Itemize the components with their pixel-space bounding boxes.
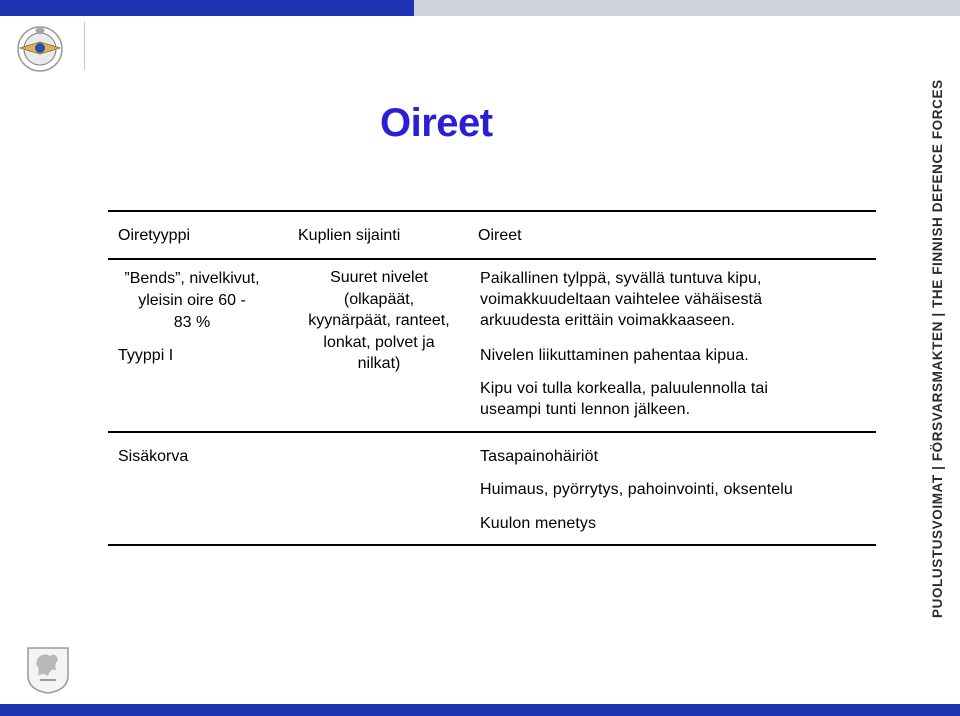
type-line: 83 %	[173, 314, 211, 331]
top-brand-bar	[0, 0, 960, 16]
symptom-line: Kuulon menetys	[480, 515, 597, 532]
symptom-line: voimakkuudeltaan vaihtelee vähäisestä	[480, 291, 763, 308]
symptom-line: arkuudesta erittäin voimakkaaseen.	[480, 312, 736, 329]
column-header-location: Kuplien sijainti	[298, 227, 401, 244]
table-row-bends-type	[112, 268, 272, 334]
slide-title: Oireet	[380, 101, 493, 145]
type-line: ”Bends”, nivelkivut,	[124, 270, 260, 287]
header-separator	[84, 22, 85, 70]
symptom-line: Tasapainohäiriöt	[480, 448, 599, 465]
top-bar-grey	[414, 0, 960, 16]
column-header-type: Oiretyyppi	[118, 227, 191, 244]
type-line: yleisin oire 60 -	[138, 292, 246, 309]
location-line: nilkat)	[357, 355, 401, 372]
table-row-divider	[108, 431, 876, 433]
symptom-line: Nivelen liikuttaminen pahentaa kipua.	[480, 347, 749, 364]
location-line: kyynärpäät, ranteet,	[308, 312, 450, 329]
symptom-paragraph	[480, 268, 762, 331]
location-line: Suuret nivelet	[330, 269, 428, 286]
symptom-line: Huimaus, pyörrytys, pahoinvointi, oksentelu	[480, 481, 793, 498]
symptom-paragraph	[480, 345, 749, 366]
top-bar-blue	[0, 0, 414, 16]
symptom-line: useampi tunti lennon jälkeen.	[480, 401, 691, 418]
defence-forces-side-text: PUOLUSTUSVOIMAT | FÖRSVARSMAKTEN | THE FINNISH DEFENCE FORCES	[930, 79, 945, 618]
column-header-symptoms: Oireet	[478, 227, 522, 244]
table-top-rule	[108, 210, 876, 212]
lion-coat-of-arms-icon	[26, 646, 70, 694]
type-extra-label: Tyyppi I	[118, 347, 174, 364]
table-bottom-rule	[108, 544, 876, 546]
symptom-paragraph	[480, 446, 598, 467]
symptom-line: Kipu voi tulla korkealla, paluulennolla tai	[480, 380, 769, 397]
symptom-paragraph	[480, 479, 793, 500]
location-line: lonkat, polvet ja	[323, 333, 435, 351]
bottom-brand-bar	[0, 704, 960, 716]
symptom-line: Paikallinen tylppä, syvällä tuntuva kipu,	[480, 270, 762, 287]
table-header-rule	[108, 258, 876, 260]
location-line: (olkapäät,	[343, 290, 415, 308]
symptom-paragraph	[480, 378, 768, 420]
table-row-inner-ear-type: Sisäkorva	[118, 448, 189, 465]
air-force-emblem-icon	[16, 24, 64, 74]
table-row-bends-location	[283, 267, 475, 375]
symptom-paragraph	[480, 513, 596, 534]
